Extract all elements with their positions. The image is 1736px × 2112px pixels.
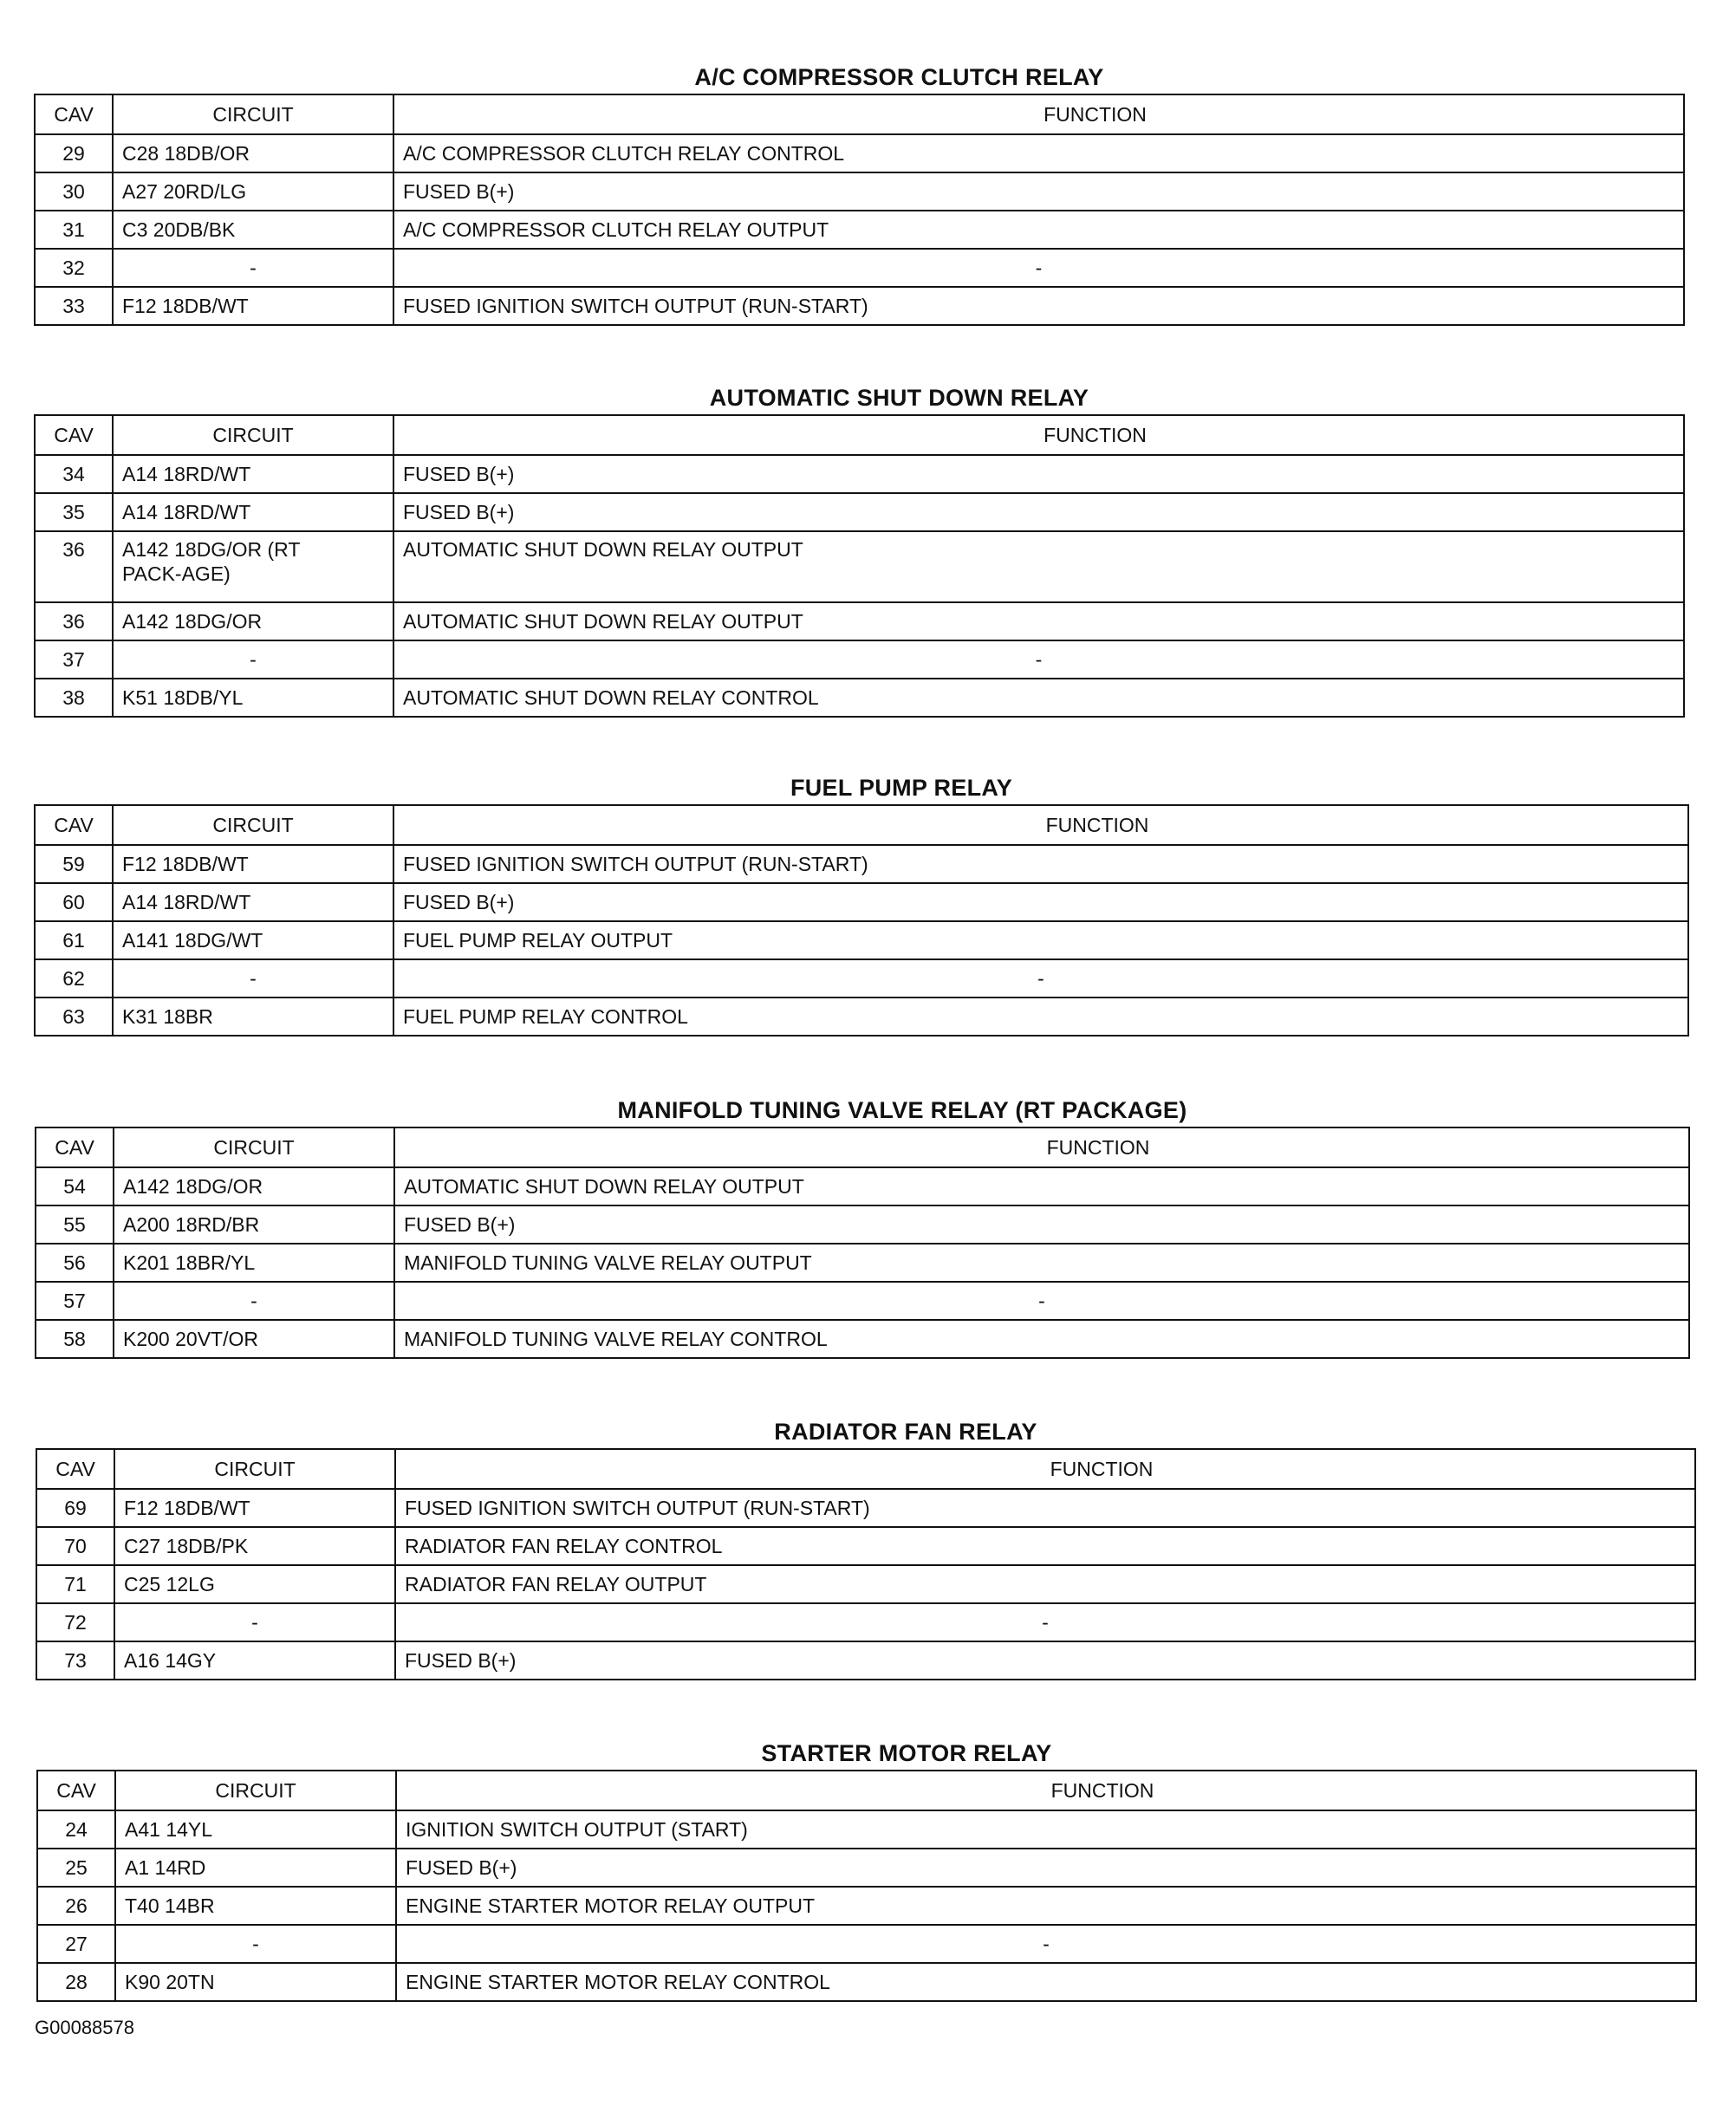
function-cell: A/C COMPRESSOR CLUTCH RELAY OUTPUT xyxy=(393,211,1684,249)
connector-table xyxy=(35,1127,1690,1359)
table-row xyxy=(35,602,1684,640)
function-cell: FUSED B(+) xyxy=(394,1205,1689,1244)
table-row xyxy=(35,640,1684,679)
table-row xyxy=(37,1810,1696,1849)
cav-cell: 38 xyxy=(35,679,113,717)
section-title: MANIFOLD TUNING VALVE RELAY (RT PACKAGE) xyxy=(617,1097,1187,1123)
cav-cell: 36 xyxy=(35,602,113,640)
cav-cell: 63 xyxy=(35,998,113,1036)
function-cell: FUSED IGNITION SWITCH OUTPUT (RUN-START) xyxy=(395,1489,1695,1527)
table-header-row xyxy=(36,1449,1695,1489)
table-row xyxy=(35,172,1684,211)
function-header: FUNCTION xyxy=(395,1449,1695,1489)
function-cell: AUTOMATIC SHUT DOWN RELAY OUTPUT xyxy=(394,1167,1689,1205)
circuit-cell: A142 18DG/OR xyxy=(113,602,393,640)
table-row xyxy=(35,249,1684,287)
table-row xyxy=(35,845,1688,883)
cav-cell: 32 xyxy=(35,249,113,287)
cav-cell: 57 xyxy=(36,1282,114,1320)
table-header-row xyxy=(35,805,1688,845)
function-cell: AUTOMATIC SHUT DOWN RELAY OUTPUT xyxy=(393,531,1684,602)
table-row xyxy=(35,134,1684,172)
circuit-cell: A1 14RD xyxy=(115,1849,396,1887)
table-row xyxy=(37,1925,1696,1963)
function-header: FUNCTION xyxy=(393,415,1684,455)
section-title: A/C COMPRESSOR CLUTCH RELAY xyxy=(694,64,1104,90)
function-cell: MANIFOLD TUNING VALVE RELAY CONTROL xyxy=(394,1320,1689,1358)
cav-cell: 29 xyxy=(35,134,113,172)
function-cell: - xyxy=(393,640,1684,679)
circuit-cell: - xyxy=(114,1282,394,1320)
circuit-cell: A41 14YL xyxy=(115,1810,396,1849)
table-row xyxy=(35,998,1688,1036)
circuit-cell: C25 12LG xyxy=(114,1565,395,1603)
table-row xyxy=(36,1167,1689,1205)
connector-table xyxy=(36,1770,1697,2002)
cav-cell: 72 xyxy=(36,1603,114,1641)
function-cell: FUSED IGNITION SWITCH OUTPUT (RUN-START) xyxy=(393,845,1688,883)
table-row xyxy=(35,883,1688,921)
cav-cell: 31 xyxy=(35,211,113,249)
circuit-cell: A16 14GY xyxy=(114,1641,395,1680)
cav-header: CAV xyxy=(35,415,113,455)
cav-cell: 62 xyxy=(35,959,113,998)
cav-cell: 34 xyxy=(35,455,113,493)
section-title: RADIATOR FAN RELAY xyxy=(774,1419,1037,1445)
table-row xyxy=(35,211,1684,249)
function-cell: ENGINE STARTER MOTOR RELAY CONTROL xyxy=(396,1963,1696,2001)
cav-cell: 24 xyxy=(37,1810,115,1849)
circuit-header: CIRCUIT xyxy=(114,1449,395,1489)
function-cell: FUEL PUMP RELAY CONTROL xyxy=(393,998,1688,1036)
function-cell: MANIFOLD TUNING VALVE RELAY OUTPUT xyxy=(394,1244,1689,1282)
table-row xyxy=(36,1489,1695,1527)
table-row xyxy=(36,1282,1689,1320)
circuit-cell: - xyxy=(114,1603,395,1641)
circuit-cell: A27 20RD/LG xyxy=(113,172,393,211)
function-cell: FUSED IGNITION SWITCH OUTPUT (RUN-START) xyxy=(393,287,1684,325)
table-row xyxy=(35,493,1684,531)
cav-cell: 55 xyxy=(36,1205,114,1244)
function-cell: FUSED B(+) xyxy=(395,1641,1695,1680)
circuit-cell: F12 18DB/WT xyxy=(113,287,393,325)
function-cell: - xyxy=(394,1282,1689,1320)
circuit-cell: A142 18DG/OR xyxy=(114,1167,394,1205)
table-row xyxy=(36,1603,1695,1641)
circuit-cell: F12 18DB/WT xyxy=(113,845,393,883)
circuit-cell: K51 18DB/YL xyxy=(113,679,393,717)
function-cell: FUSED B(+) xyxy=(393,493,1684,531)
cav-cell: 71 xyxy=(36,1565,114,1603)
table-header-row xyxy=(36,1127,1689,1167)
function-cell: FUEL PUMP RELAY OUTPUT xyxy=(393,921,1688,959)
table-row xyxy=(35,455,1684,493)
table-row xyxy=(36,1205,1689,1244)
circuit-cell: A14 18RD/WT xyxy=(113,883,393,921)
cav-cell: 25 xyxy=(37,1849,115,1887)
circuit-cell: A142 18DG/OR (RT PACK-AGE) xyxy=(113,531,393,602)
circuit-cell: A141 18DG/WT xyxy=(113,921,393,959)
function-cell: AUTOMATIC SHUT DOWN RELAY CONTROL xyxy=(393,679,1684,717)
function-header: FUNCTION xyxy=(396,1771,1696,1810)
circuit-cell: - xyxy=(113,959,393,998)
cav-header: CAV xyxy=(35,805,113,845)
cav-cell: 61 xyxy=(35,921,113,959)
connector-table xyxy=(34,414,1685,718)
circuit-cell: T40 14BR xyxy=(115,1887,396,1925)
cav-cell: 56 xyxy=(36,1244,114,1282)
figure-id: G00088578 xyxy=(35,2017,134,2038)
cav-header: CAV xyxy=(36,1127,114,1167)
circuit-cell: K201 18BR/YL xyxy=(114,1244,394,1282)
table-header-row xyxy=(35,94,1684,134)
function-header: FUNCTION xyxy=(393,805,1688,845)
circuit-cell: K90 20TN xyxy=(115,1963,396,2001)
table-header-row xyxy=(37,1771,1696,1810)
function-cell: IGNITION SWITCH OUTPUT (START) xyxy=(396,1810,1696,1849)
circuit-cell: - xyxy=(113,640,393,679)
cav-header: CAV xyxy=(37,1771,115,1810)
table-row xyxy=(37,1963,1696,2001)
function-cell: FUSED B(+) xyxy=(393,455,1684,493)
function-cell: RADIATOR FAN RELAY CONTROL xyxy=(395,1527,1695,1565)
circuit-header: CIRCUIT xyxy=(113,94,393,134)
cav-cell: 26 xyxy=(37,1887,115,1925)
connector-table xyxy=(34,804,1689,1037)
table-row xyxy=(35,287,1684,325)
function-cell: FUSED B(+) xyxy=(396,1849,1696,1887)
function-cell: - xyxy=(393,959,1688,998)
cav-cell: 60 xyxy=(35,883,113,921)
cav-cell: 54 xyxy=(36,1167,114,1205)
section-title: STARTER MOTOR RELAY xyxy=(761,1740,1052,1766)
circuit-cell: F12 18DB/WT xyxy=(114,1489,395,1527)
cav-cell: 35 xyxy=(35,493,113,531)
table-row xyxy=(36,1320,1689,1358)
cav-cell: 27 xyxy=(37,1925,115,1963)
section-title: AUTOMATIC SHUT DOWN RELAY xyxy=(709,385,1089,411)
function-cell: RADIATOR FAN RELAY OUTPUT xyxy=(395,1565,1695,1603)
table-row xyxy=(35,959,1688,998)
connector-table xyxy=(34,94,1685,326)
circuit-cell: A14 18RD/WT xyxy=(113,493,393,531)
function-cell: ENGINE STARTER MOTOR RELAY OUTPUT xyxy=(396,1887,1696,1925)
table-row xyxy=(36,1641,1695,1680)
function-cell: AUTOMATIC SHUT DOWN RELAY OUTPUT xyxy=(393,602,1684,640)
table-row xyxy=(35,531,1684,602)
cav-header: CAV xyxy=(35,94,113,134)
circuit-cell: - xyxy=(115,1925,396,1963)
table-row xyxy=(37,1887,1696,1925)
cav-cell: 58 xyxy=(36,1320,114,1358)
cav-cell: 28 xyxy=(37,1963,115,2001)
table-row xyxy=(36,1244,1689,1282)
function-cell: A/C COMPRESSOR CLUTCH RELAY CONTROL xyxy=(393,134,1684,172)
function-cell: - xyxy=(395,1603,1695,1641)
table-row xyxy=(36,1527,1695,1565)
cav-cell: 70 xyxy=(36,1527,114,1565)
table-header-row xyxy=(35,415,1684,455)
table-row xyxy=(35,679,1684,717)
circuit-cell: A200 18RD/BR xyxy=(114,1205,394,1244)
circuit-cell: C28 18DB/OR xyxy=(113,134,393,172)
circuit-cell: - xyxy=(113,249,393,287)
function-cell: FUSED B(+) xyxy=(393,883,1688,921)
circuit-cell: A14 18RD/WT xyxy=(113,455,393,493)
circuit-cell: K31 18BR xyxy=(113,998,393,1036)
table-row xyxy=(36,1565,1695,1603)
table-row xyxy=(35,921,1688,959)
circuit-header: CIRCUIT xyxy=(113,805,393,845)
function-cell: - xyxy=(393,249,1684,287)
circuit-cell: C27 18DB/PK xyxy=(114,1527,395,1565)
circuit-header: CIRCUIT xyxy=(113,415,393,455)
circuit-header: CIRCUIT xyxy=(114,1127,394,1167)
function-cell: FUSED B(+) xyxy=(393,172,1684,211)
cav-header: CAV xyxy=(36,1449,114,1489)
cav-cell: 33 xyxy=(35,287,113,325)
cav-cell: 59 xyxy=(35,845,113,883)
section-title: FUEL PUMP RELAY xyxy=(790,775,1013,801)
function-header: FUNCTION xyxy=(394,1127,1689,1167)
cav-cell: 30 xyxy=(35,172,113,211)
cav-cell: 69 xyxy=(36,1489,114,1527)
cav-cell: 73 xyxy=(36,1641,114,1680)
circuit-cell: C3 20DB/BK xyxy=(113,211,393,249)
function-cell: - xyxy=(396,1925,1696,1963)
connector-table xyxy=(36,1448,1696,1680)
circuit-cell: K200 20VT/OR xyxy=(114,1320,394,1358)
cav-cell: 37 xyxy=(35,640,113,679)
cav-cell: 36 xyxy=(35,531,113,602)
circuit-header: CIRCUIT xyxy=(115,1771,396,1810)
function-header: FUNCTION xyxy=(393,94,1684,134)
table-row xyxy=(37,1849,1696,1887)
